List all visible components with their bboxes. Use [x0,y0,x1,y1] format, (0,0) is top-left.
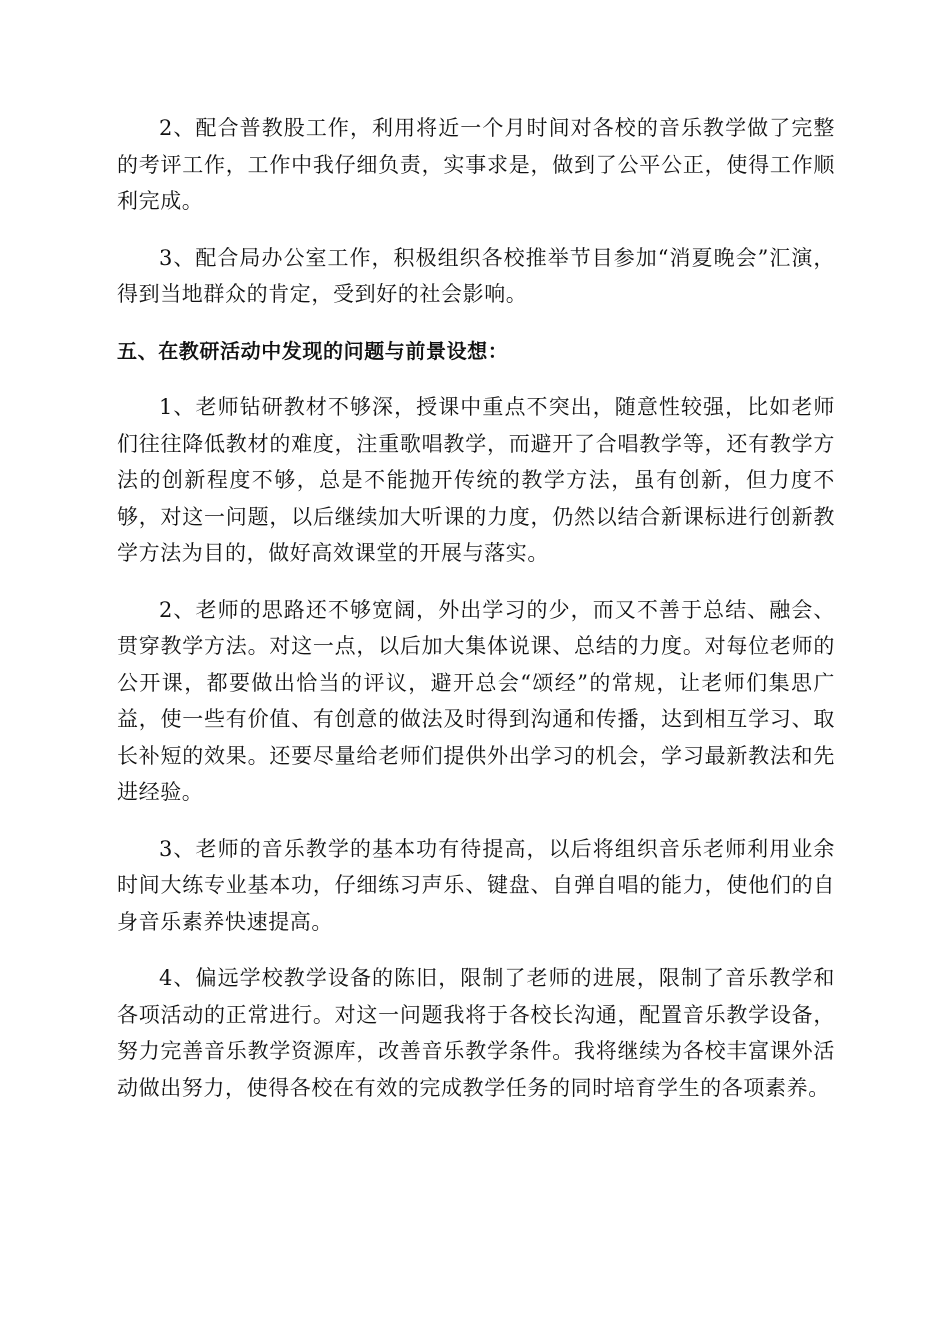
paragraph-problem-3: 3、老师的音乐教学的基本功有待提高，以后将组织音乐老师利用业余时间大练专业基本功，仔细练习声乐、键盘、自弹自唱的能力，使他们的自身音乐素养快速提高。 [117,836,835,934]
paragraph-problem-1: 1、老师钻研教材不够深，授课中重点不突出，随意性较强，比如老师们往往降低教材的难度，注重歌唱教学，而避开了合唱教学等，还有教学方法的创新程度不够，总是不能抛开传统的教学方法，虽有创新，但力度不够，对这一问题，以后继续加大听课的力度，仍然以结合新课标进行创新教学方法为目的，做好高效课堂的开展与落实。 [117,395,835,565]
paragraph-2-evaluation: 2、配合普教股工作，利用将近一个月时间对各校的音乐教学做了完整的考评工作，工作中我仔细负责，实事求是，做到了公平公正，使得工作顺利完成。 [117,116,835,213]
section-heading-5: 五、在教研活动中发现的问题与前景设想： [117,338,509,363]
paragraph-3-gala: 3、配合局办公室工作，积极组织各校推举节目参加“消夏晚会”汇演，得到当地群众的肯定，受到好的社会影响。 [117,245,835,306]
document-page [117,110,835,1126]
paragraph-problem-4: 4、偏远学校教学设备的陈旧，限制了老师的进展，限制了音乐教学和各项活动的正常进行。对这一问题我将于各校长沟通，配置音乐教学设备，努力完善音乐教学资源库，改善音乐教学条件。我将继续为各校丰富课外活动做出努力，使得各校在有效的完成教学任务的同时培育学生的各项素养。 [117,966,835,1100]
paragraph-problem-2: 2、老师的思路还不够宽阔，外出学习的少，而又不善于总结、融会、贯穿教学方法。对这一点，以后加大集体说课、总结的力度。对每位老师的公开课，都要做出恰当的评议，避开总会“颂经”的常规，让老师们集思广益，使一些有价值、有创意的做法及时得到沟通和传播，达到相互学习、取长补短的效果。还要尽量给老师们提供外出学习的机会，学习最新教法和先进经验。 [117,597,835,804]
